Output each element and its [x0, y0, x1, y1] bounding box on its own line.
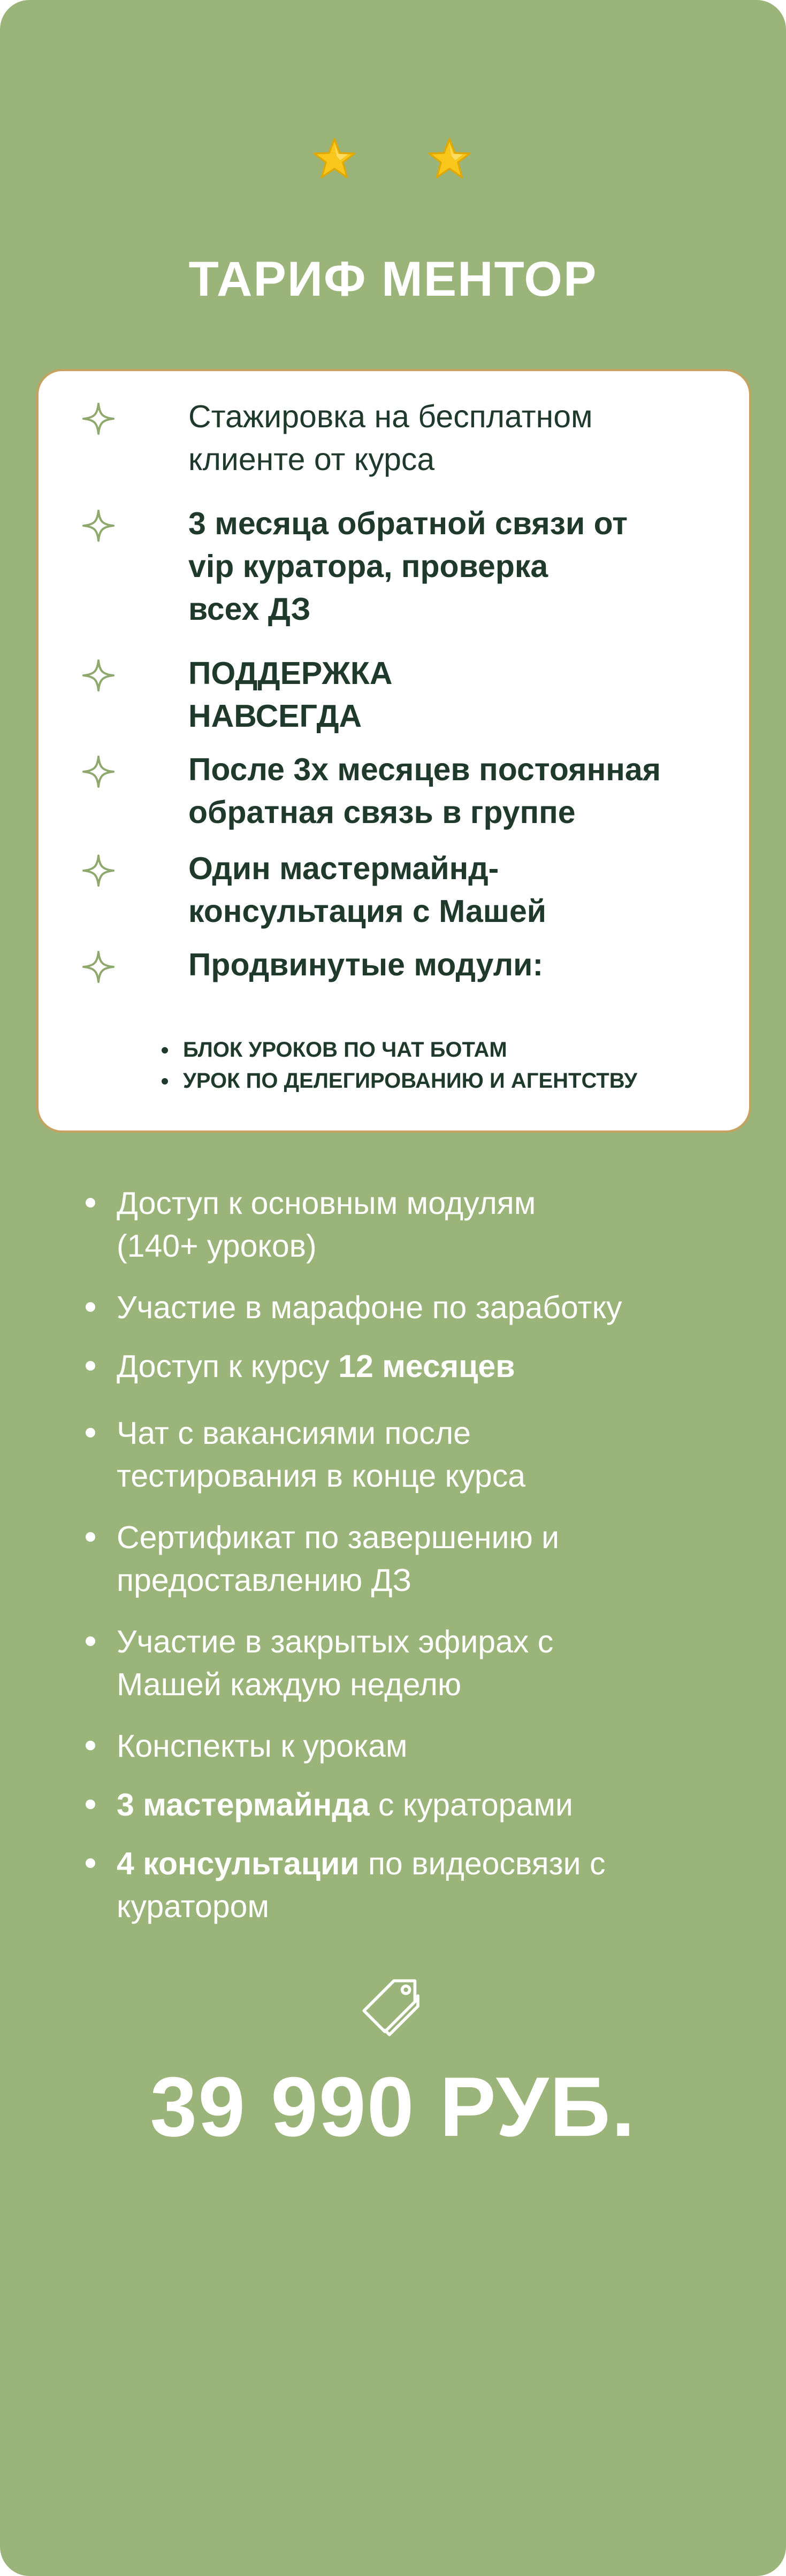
feature-line: [117, 1725, 732, 1767]
advanced-modules-list: [162, 1034, 637, 1096]
premium-feature-line: НАВСЕГДА: [188, 698, 362, 734]
sparkle-icon: [81, 658, 116, 693]
premium-feature-line: ПОДДЕРЖКА: [188, 656, 393, 691]
premium-feature-line: Один мастермайнд-: [188, 851, 499, 886]
tariff-title: ТАРИФ МЕНТОР: [188, 252, 598, 306]
feature-line: [117, 1345, 732, 1388]
bullet-dot-icon: [86, 1858, 95, 1868]
bullet-dot-icon: [86, 1636, 95, 1646]
feature-text: [117, 1516, 732, 1602]
premium-feature-line: клиенте от курса: [188, 442, 435, 477]
premium-feature-line: 3 месяца обратной связи от: [188, 506, 628, 541]
feature-text: [117, 1182, 732, 1267]
rating-stars: [0, 136, 786, 190]
bullet-dot-icon: [86, 1741, 95, 1750]
feature-segment: с кураторами: [369, 1787, 573, 1823]
sparkle-icon: [81, 755, 116, 789]
feature-line: [117, 1663, 732, 1706]
feature-highlight: 4 консультации: [117, 1846, 360, 1881]
feature-line: [117, 1842, 732, 1885]
feature-highlight: 3 мастермайнда: [117, 1787, 370, 1823]
bullet-dot-icon: [86, 1800, 95, 1809]
star-icon: [427, 136, 472, 181]
feature-line: [117, 1455, 732, 1497]
feature-segment: Сертификат по завершению и: [117, 1520, 560, 1555]
feature-segment: Доступ к курсу: [117, 1349, 339, 1384]
feature-text: [117, 1412, 732, 1497]
premium-feature-line: всех ДЗ: [188, 591, 311, 627]
feature-segment: Участие в марафоне по заработку: [117, 1290, 622, 1325]
feature-segment: Участие в закрытых эфирах с: [117, 1624, 554, 1659]
premium-features-box: [36, 369, 751, 1133]
premium-feature-line: Продвинутые модули:: [188, 947, 544, 982]
premium-feature-text: [188, 395, 702, 481]
premium-feature-line: Стажировка на бесплатном: [188, 399, 593, 434]
feature-text: [117, 1842, 732, 1928]
advanced-module-item: УРОК ПО ДЕЛЕГИРОВАНИЮ И АГЕНТСТВУ: [162, 1065, 637, 1096]
feature-text: [117, 1345, 732, 1388]
feature-segment: предоставлению ДЗ: [117, 1563, 412, 1598]
premium-feature-text: [188, 502, 702, 630]
feature-line: [117, 1286, 732, 1329]
feature-text: [117, 1783, 732, 1826]
sparkle-icon: [81, 509, 116, 543]
premium-feature-text: [188, 652, 702, 737]
feature-segment: по видеосвязи с: [359, 1846, 606, 1881]
feature-line: [117, 1412, 732, 1455]
feature-line: [117, 1182, 732, 1225]
feature-line: [117, 1885, 732, 1928]
feature-segment: Доступ к основным модулям: [117, 1186, 536, 1221]
feature-segment: тестирования в конце курса: [117, 1458, 526, 1494]
feature-text: [117, 1286, 732, 1329]
star-icon: [312, 136, 357, 181]
premium-feature-line: vip куратора, проверка: [188, 549, 548, 584]
price-amount: 39 990 РУБ.: [150, 2060, 636, 2154]
bullet-dot-icon: [86, 1198, 95, 1208]
advanced-module-item: БЛОК УРОКОВ ПО ЧАТ БОТАМ: [162, 1034, 637, 1065]
feature-line: [117, 1620, 732, 1663]
feature-line: [117, 1516, 732, 1559]
premium-feature-text: [188, 847, 702, 933]
feature-text: [117, 1725, 732, 1767]
feature-segment: (140+ уроков): [117, 1228, 317, 1264]
feature-segment: Чат с вакансиями после: [117, 1416, 471, 1451]
premium-feature-text: [188, 943, 702, 986]
feature-line: [117, 1559, 732, 1602]
feature-line: [117, 1225, 732, 1267]
bullet-dot-icon: [86, 1428, 95, 1437]
bullet-dot-icon: [86, 1361, 95, 1371]
premium-feature-line: обратная связь в группе: [188, 795, 576, 830]
feature-text: [117, 1620, 732, 1706]
premium-feature-line: После 3х месяцев постоянная: [188, 752, 661, 787]
premium-feature-line: консультация с Машей: [188, 894, 547, 929]
sparkle-icon: [81, 853, 116, 888]
premium-feature-text: [188, 748, 702, 834]
feature-line: [117, 1783, 732, 1826]
feature-highlight: 12 месяцев: [338, 1349, 515, 1384]
feature-segment: Конспекты к урокам: [117, 1728, 408, 1764]
bullet-dot-icon: [86, 1532, 95, 1542]
bullet-dot-icon: [86, 1302, 95, 1312]
price-tag-icon: [350, 1973, 425, 2048]
feature-segment: Машей каждую неделю: [117, 1667, 462, 1702]
sparkle-icon: [81, 402, 116, 436]
sparkle-icon: [81, 950, 116, 984]
feature-segment: куратором: [117, 1889, 270, 1924]
